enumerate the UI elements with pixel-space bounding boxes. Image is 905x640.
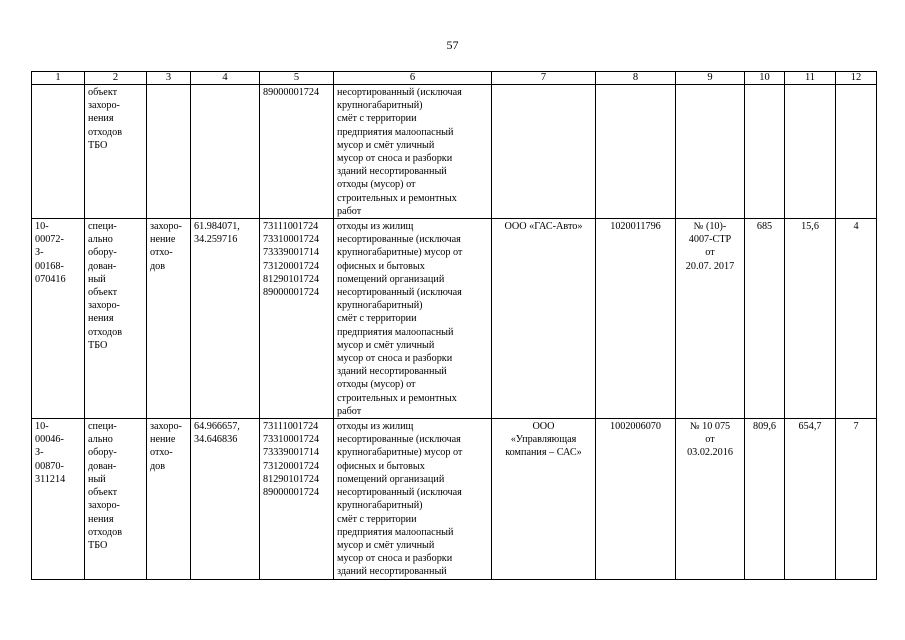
- value-cell-11: [785, 85, 836, 219]
- column-header: 3: [147, 72, 191, 85]
- waste-codes-cell: 73111001724 73310001724 73339001714 73120001724 81290101724 89000001724: [260, 219, 334, 419]
- inn-cell: 1020011796: [596, 219, 676, 419]
- document-cell: № (10)- 4007-СТР от 20.07. 2017: [676, 219, 745, 419]
- column-header: 6: [334, 72, 492, 85]
- column-header: 7: [492, 72, 596, 85]
- column-header: 2: [85, 72, 147, 85]
- value-cell-11: 654,7: [785, 419, 836, 579]
- document-cell: № 10 075 от 03.02.2016: [676, 419, 745, 579]
- value-cell-12: 7: [836, 419, 877, 579]
- purpose-cell: захоро- нение отхо- дов: [147, 419, 191, 579]
- operator-cell: ООО «ГАС-Авто»: [492, 219, 596, 419]
- waste-description-cell: отходы из жилищ несортированные (исключая крупногабаритные) мусор от офисных и бытовых помещений организаций несортированный (исключая крупногабаритный) смёт с территории предприятия малоопасный мусор и смёт уличный мусор от сноса и разборки зданий несортированный отходы (мусор) от строительных и ремонтных работ: [334, 219, 492, 419]
- operator-cell: [492, 85, 596, 219]
- registry-id-cell: 10- 00072- З- 00168- 070416: [32, 219, 85, 419]
- operator-cell: ООО «Управляющая компания – САС»: [492, 419, 596, 579]
- inn-cell: 1002006070: [596, 419, 676, 579]
- column-header: 9: [676, 72, 745, 85]
- purpose-cell: захоро- нение отхо- дов: [147, 219, 191, 419]
- waste-codes-cell: 89000001724: [260, 85, 334, 219]
- table-row: [32, 419, 877, 579]
- object-type-cell: специ- ально обору- дован- ный объект захоро- нения отходов ТБО: [85, 419, 147, 579]
- registry-id-cell: 10- 00046- З- 00870- 311214: [32, 419, 85, 579]
- column-header: 5: [260, 72, 334, 85]
- value-cell-12: [836, 85, 877, 219]
- coordinates-cell: 64.966657, 34.646836: [191, 419, 260, 579]
- registry-id-cell: [32, 85, 85, 219]
- object-type-cell: объект захоро- нения отходов ТБО: [85, 85, 147, 219]
- purpose-cell: [147, 85, 191, 219]
- value-cell-10: 809,6: [745, 419, 785, 579]
- value-cell-10: 685: [745, 219, 785, 419]
- column-header: 10: [745, 72, 785, 85]
- page-number: 57: [446, 38, 459, 52]
- document-cell: [676, 85, 745, 219]
- value-cell-11: 15,6: [785, 219, 836, 419]
- waste-description-cell: отходы из жилищ несортированные (исключая крупногабаритные) мусор от офисных и бытовых помещений организаций несортированный (исключая крупногабаритный) смёт с территории предприятия малоопасный мусор и смёт уличный мусор от сноса и разборки зданий несортированный: [334, 419, 492, 579]
- inn-cell: [596, 85, 676, 219]
- column-header: 8: [596, 72, 676, 85]
- coordinates-cell: [191, 85, 260, 219]
- coordinates-cell: 61.984071, 34.259716: [191, 219, 260, 419]
- value-cell-10: [745, 85, 785, 219]
- object-type-cell: специ- ально обору- дован- ный объект захоро- нения отходов ТБО: [85, 219, 147, 419]
- table-row: [32, 85, 877, 219]
- column-number-row: [32, 72, 877, 85]
- value-cell-12: 4: [836, 219, 877, 419]
- column-header: 12: [836, 72, 877, 85]
- column-header: 4: [191, 72, 260, 85]
- column-header: 1: [32, 72, 85, 85]
- waste-codes-cell: 73111001724 73310001724 73339001714 73120001724 81290101724 89000001724: [260, 419, 334, 579]
- column-header: 11: [785, 72, 836, 85]
- waste-description-cell: несортированный (исключая крупногабаритный) смёт с территории предприятия малоопасный мусор и смёт уличный мусор от сноса и разборки зданий несортированный отходы (мусор) от строительных и ремонтных работ: [334, 85, 492, 219]
- waste-registry-table: [31, 71, 877, 580]
- table-row: [32, 219, 877, 419]
